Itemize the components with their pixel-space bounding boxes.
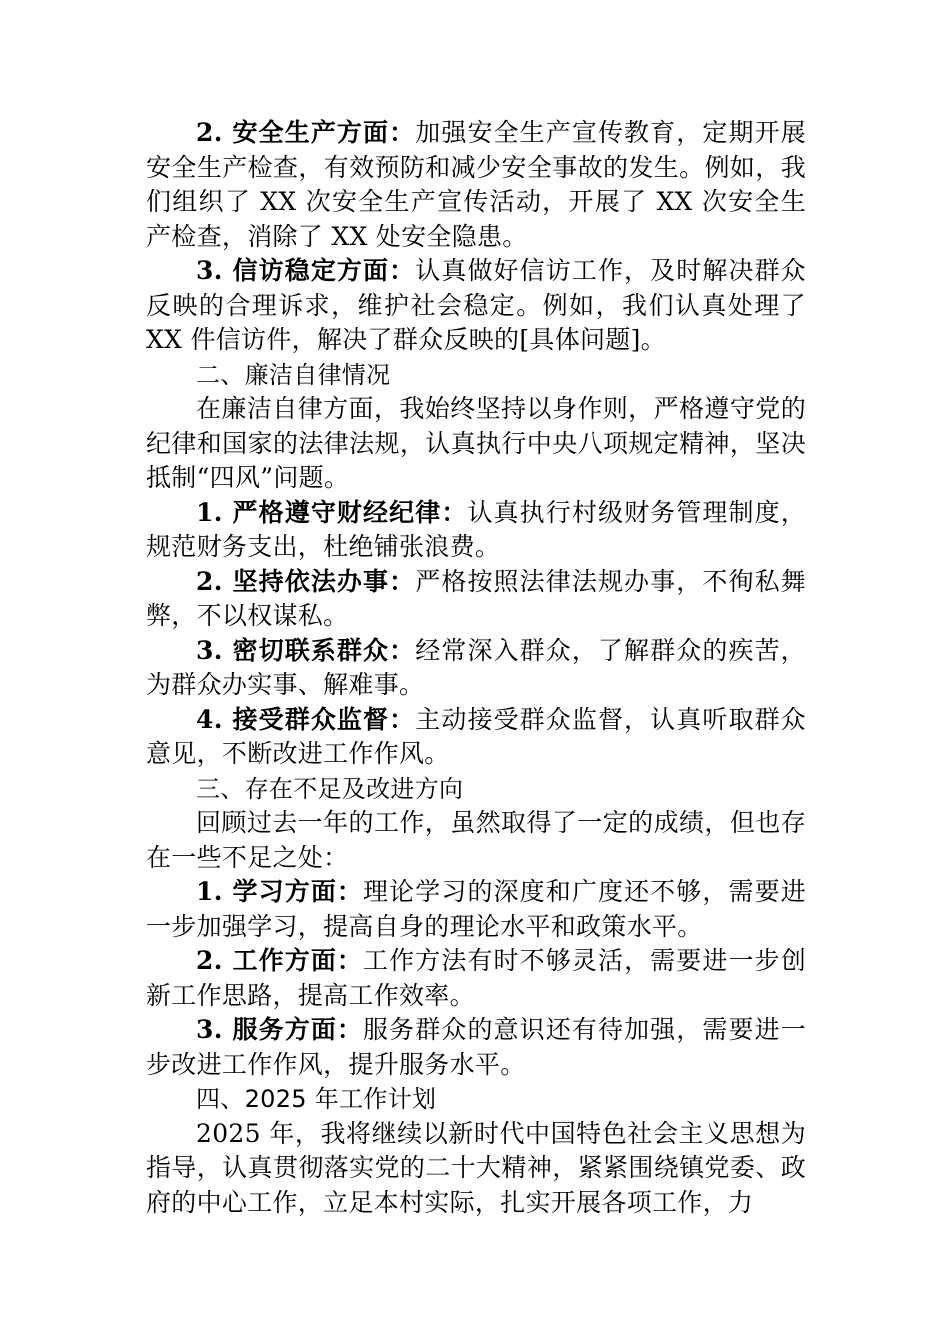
paragraph-rule-of-law xyxy=(146,565,806,634)
paragraph-lead: 1. 学习方面： xyxy=(196,877,364,906)
paragraph-lead: 4. 接受群众监督： xyxy=(196,704,416,734)
paragraph-lead: 3. 服务方面： xyxy=(196,1015,364,1044)
paragraph-lead: 3. 密切联系群众： xyxy=(196,635,416,665)
paragraph-service xyxy=(146,1013,806,1082)
paragraph-contact-masses xyxy=(146,634,806,703)
section-heading-integrity: 二、廉洁自律情况 xyxy=(196,360,391,389)
paragraph-integrity-intro: 在廉洁自律方面，我始终坚持以身作则，严格遵守党的纪律和国家的法律法规，认真执行中央八项规定精神，坚决抵制“四风”问题。 xyxy=(146,394,806,492)
paragraph-shortcomings-intro: 回顾过去一年的工作，虽然取得了一定的成绩，但也存在一些不足之处： xyxy=(146,808,806,872)
paragraph-text: 服务群众的意识还有待加强，需要进一步改进工作作风，提升服务水平。 xyxy=(146,1015,806,1079)
document-body xyxy=(146,116,806,1220)
paragraph-text: 认真做好信访工作，及时解决群众反映的合理诉求，维护社会稳定。例如，我们认真处理了 XX 件信访件，解决了群众反映的[具体问题]。 xyxy=(146,256,806,354)
paragraph-lead: 2. 安全生产方面： xyxy=(196,118,416,147)
paragraph-text: 主动接受群众监督，认真听取群众意见，不断改进工作作风。 xyxy=(146,704,806,768)
section-heading-work-plan: 四、2025 年工作计划 xyxy=(196,1085,437,1113)
paragraph-financial-discipline xyxy=(146,496,806,565)
paragraph-lead: 1. 严格遵守财经纪律： xyxy=(196,497,468,527)
paragraph-lead: 2. 工作方面： xyxy=(196,946,364,975)
section-heading-shortcomings: 三、存在不足及改进方向 xyxy=(196,774,464,803)
paragraph-text: 严格按照法律法规办事，不徇私舞弊，不以权谋私。 xyxy=(146,566,806,630)
paragraph-text: 经常深入群众，了解群众的疾苦，为群众办实事、解难事。 xyxy=(146,635,806,699)
paragraph-text: 认真执行村级财务管理制度，规范财务支出，杜绝铺张浪费。 xyxy=(146,497,807,561)
paragraph-text: 理论学习的深度和广度还不够，需要进一步加强学习，提高自身的理论水平和政策水平。 xyxy=(146,877,806,941)
paragraph-work xyxy=(146,944,806,1013)
paragraph-lead: 2. 坚持依法办事： xyxy=(196,566,416,596)
paragraph-lead: 3. 信访稳定方面： xyxy=(196,256,416,285)
paragraph-petition-stability xyxy=(146,254,806,358)
paragraph-text: 加强安全生产宣传教育，定期开展安全生产检查，有效预防和减少安全事故的发生。例如，我们组织了 XX 次安全生产宣传活动，开展了 XX 次安全生产检查，消除了 XX 处安全隐患。 xyxy=(146,118,806,251)
paragraph-work-plan-intro: 2025 年，我将继续以新时代中国特色社会主义思想为指导，认真贯彻落实党的二十大精神，紧紧围绕镇党委、政府的中心工作，立足本村实际，扎实开展各项工作，力 xyxy=(146,1118,806,1217)
paragraph-study xyxy=(146,875,806,944)
paragraph-safety-production xyxy=(146,116,806,254)
paragraph-text: 工作方法有时不够灵活，需要进一步创新工作思路，提高工作效率。 xyxy=(146,946,806,1010)
paragraph-public-supervision xyxy=(146,703,806,772)
